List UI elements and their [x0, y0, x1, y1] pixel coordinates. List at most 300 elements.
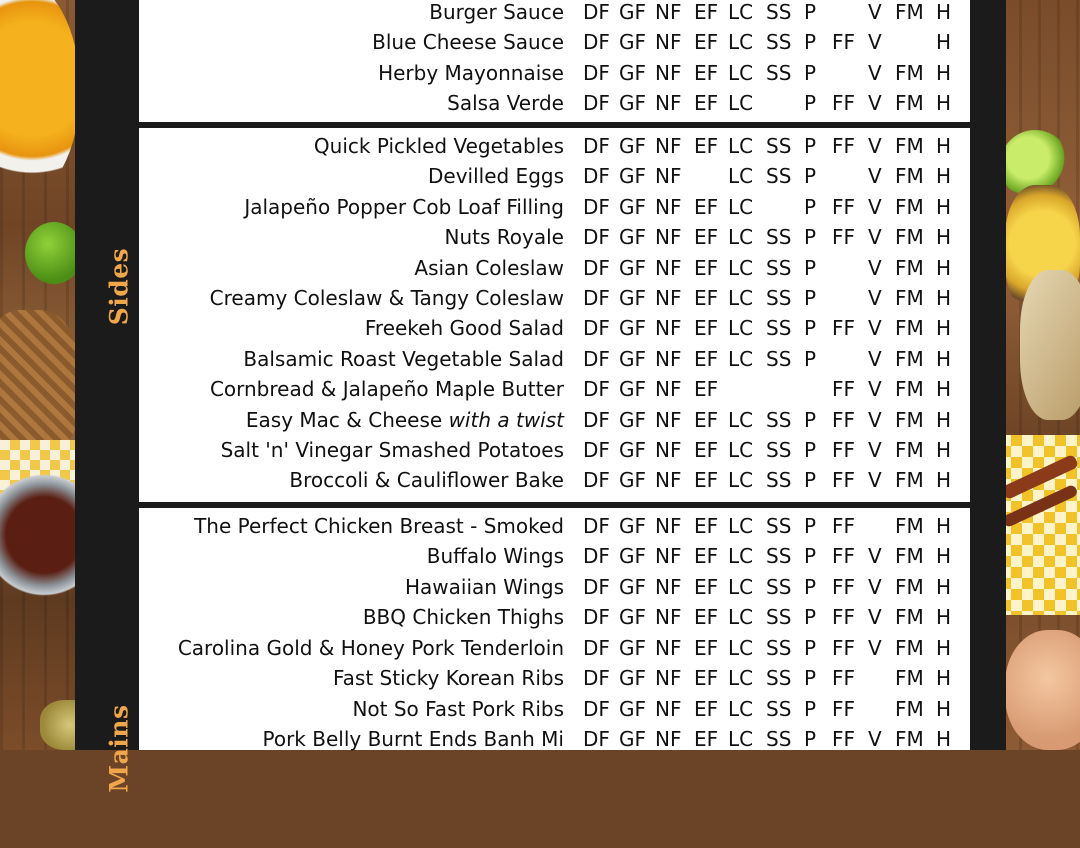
- dietary-code-fm: FM: [895, 286, 924, 310]
- menu-row: [139, 222, 970, 252]
- menu-row: [139, 465, 970, 495]
- dietary-code-lc: LC: [728, 30, 754, 55]
- dietary-code-p: P: [804, 30, 817, 55]
- menu-row: [139, 88, 970, 118]
- dietary-code-nf: NF: [655, 544, 682, 569]
- dietary-code-h: H: [936, 727, 952, 751]
- dish-name-text: Devilled Eggs: [427, 164, 564, 189]
- taco-image: [1020, 270, 1080, 420]
- dietary-code-gf: GF: [619, 0, 647, 24]
- dietary-code-gf: GF: [619, 438, 647, 462]
- dietary-code-gf: GF: [619, 30, 647, 55]
- dietary-code-v: V: [868, 0, 882, 24]
- dietary-code-fm: FM: [895, 194, 924, 219]
- dietary-code-lc: LC: [728, 0, 754, 24]
- mac-and-cheese-bowl-image: [0, 0, 80, 200]
- dietary-code-ef: EF: [694, 407, 719, 432]
- dietary-code-p: P: [804, 727, 817, 751]
- dish-name-suffix: with a twist: [448, 407, 564, 432]
- dietary-code-fm: FM: [895, 514, 924, 538]
- dish-name: [289, 465, 564, 495]
- dietary-code-nf: NF: [655, 605, 682, 630]
- dietary-code-fm: FM: [895, 727, 924, 751]
- dish-name-text: Jalapeño Popper Cob Loaf Filling: [244, 194, 564, 219]
- dietary-code-p: P: [804, 468, 817, 493]
- dietary-code-ss: SS: [766, 30, 792, 55]
- dietary-code-p: P: [804, 438, 817, 462]
- dietary-code-h: H: [936, 438, 952, 462]
- dietary-code-ef: EF: [694, 468, 719, 493]
- dietary-code-df: DF: [583, 316, 610, 341]
- dish-name: [447, 88, 564, 118]
- dietary-code-gf: GF: [619, 346, 647, 371]
- dietary-code-nf: NF: [655, 90, 682, 115]
- dietary-code-fm: FM: [895, 316, 924, 341]
- dietary-code-nf: NF: [655, 696, 682, 721]
- dietary-code-ef: EF: [694, 635, 719, 660]
- menu-row: [139, 27, 970, 57]
- dietary-code-h: H: [936, 666, 952, 691]
- dietary-code-ef: EF: [694, 134, 719, 158]
- menu-row: [139, 344, 970, 374]
- dietary-code-nf: NF: [655, 727, 682, 751]
- dietary-code-df: DF: [583, 574, 610, 599]
- dietary-code-ss: SS: [766, 666, 792, 691]
- menu-row: [139, 253, 970, 283]
- dietary-code-v: V: [868, 255, 882, 280]
- dietary-code-fm: FM: [895, 60, 924, 85]
- menu-row: [139, 0, 970, 27]
- dietary-code-gf: GF: [619, 635, 647, 660]
- dietary-code-v: V: [868, 635, 882, 660]
- herb-butter-image: [40, 700, 80, 750]
- dietary-code-ff: FF: [832, 407, 856, 432]
- dietary-code-gf: GF: [619, 60, 647, 85]
- dietary-code-gf: GF: [619, 696, 647, 721]
- dietary-code-gf: GF: [619, 225, 647, 250]
- dietary-code-ff: FF: [832, 30, 856, 55]
- dietary-code-h: H: [936, 468, 952, 493]
- dietary-code-lc: LC: [728, 225, 754, 250]
- dietary-code-ff: FF: [832, 727, 856, 751]
- menu-row: [139, 435, 970, 465]
- dish-name: [365, 313, 564, 343]
- dietary-code-ef: EF: [694, 514, 719, 538]
- dietary-code-lc: LC: [728, 635, 754, 660]
- dietary-code-ff: FF: [832, 666, 856, 691]
- dietary-code-v: V: [868, 225, 882, 250]
- dietary-code-df: DF: [583, 225, 610, 250]
- dietary-code-gf: GF: [619, 605, 647, 630]
- dietary-code-h: H: [936, 407, 952, 432]
- dietary-code-v: V: [868, 316, 882, 341]
- dish-name-text: Easy Mac & Cheese: [245, 407, 443, 432]
- menu-card: [75, 0, 1006, 793]
- menu-row: [139, 541, 970, 571]
- dietary-code-df: DF: [583, 514, 610, 538]
- dietary-code-p: P: [804, 255, 817, 280]
- dietary-code-h: H: [936, 544, 952, 569]
- dietary-code-ef: EF: [694, 286, 719, 310]
- dietary-code-ss: SS: [766, 286, 792, 310]
- dish-name: [194, 511, 564, 541]
- dietary-code-ef: EF: [694, 30, 719, 55]
- dietary-code-lc: LC: [728, 255, 754, 280]
- dietary-code-ss: SS: [766, 407, 792, 432]
- dish-name-text: Nuts Royale: [444, 225, 564, 250]
- dietary-code-nf: NF: [655, 134, 682, 158]
- dietary-code-h: H: [936, 514, 952, 538]
- dietary-code-nf: NF: [655, 0, 682, 24]
- dietary-code-h: H: [936, 225, 952, 250]
- dietary-code-ef: EF: [694, 225, 719, 250]
- dietary-code-gf: GF: [619, 514, 647, 538]
- dietary-code-df: DF: [583, 727, 610, 751]
- dish-name: [210, 283, 564, 313]
- dietary-code-gf: GF: [619, 407, 647, 432]
- dish-name-text: Salt 'n' Vinegar Smashed Potatoes: [220, 438, 564, 462]
- dietary-code-ff: FF: [832, 316, 856, 341]
- menu-row: [139, 131, 970, 161]
- dietary-code-p: P: [804, 544, 817, 569]
- dietary-code-h: H: [936, 0, 952, 24]
- dish-name-text: Not So Fast Pork Ribs: [352, 696, 564, 721]
- dietary-code-ef: EF: [694, 0, 719, 24]
- dish-name-text: Salsa Verde: [447, 90, 564, 115]
- dietary-code-nf: NF: [655, 438, 682, 462]
- menu-row: [139, 511, 970, 541]
- dish-name-text: Herby Mayonnaise: [378, 60, 564, 85]
- dietary-code-fm: FM: [895, 666, 924, 691]
- dietary-code-ff: FF: [832, 468, 856, 493]
- menu-row: [139, 313, 970, 343]
- dish-name-text: Pork Belly Burnt Ends Banh Mi: [262, 727, 564, 751]
- dietary-code-nf: NF: [655, 346, 682, 371]
- dietary-code-p: P: [804, 514, 817, 538]
- dietary-code-fm: FM: [895, 696, 924, 721]
- dish-name-text: Quick Pickled Vegetables: [313, 134, 564, 158]
- dietary-code-ff: FF: [832, 696, 856, 721]
- dietary-code-h: H: [936, 194, 952, 219]
- dietary-code-fm: FM: [895, 468, 924, 493]
- dietary-code-fm: FM: [895, 134, 924, 158]
- dietary-code-lc: LC: [728, 90, 754, 115]
- dietary-code-h: H: [936, 696, 952, 721]
- dietary-code-fm: FM: [895, 0, 924, 24]
- dietary-code-gf: GF: [619, 544, 647, 569]
- dietary-code-nf: NF: [655, 666, 682, 691]
- dietary-code-nf: NF: [655, 514, 682, 538]
- sauce-jar-image: [0, 470, 80, 600]
- dietary-code-v: V: [868, 574, 882, 599]
- dish-name-text: Blue Cheese Sauce: [372, 30, 564, 55]
- dietary-code-v: V: [868, 134, 882, 158]
- dietary-code-df: DF: [583, 666, 610, 691]
- dietary-code-ss: SS: [766, 164, 792, 189]
- dietary-code-p: P: [804, 90, 817, 115]
- dietary-code-h: H: [936, 30, 952, 55]
- dietary-code-v: V: [868, 30, 882, 55]
- dietary-code-p: P: [804, 164, 817, 189]
- hand-image: [1005, 630, 1080, 750]
- dietary-code-fm: FM: [895, 255, 924, 280]
- dish-name: [333, 663, 564, 693]
- dietary-code-ss: SS: [766, 255, 792, 280]
- dietary-code-df: DF: [583, 696, 610, 721]
- dietary-code-p: P: [804, 635, 817, 660]
- dietary-code-fm: FM: [895, 605, 924, 630]
- dietary-code-lc: LC: [728, 468, 754, 493]
- dietary-code-gf: GF: [619, 574, 647, 599]
- dietary-code-ff: FF: [832, 635, 856, 660]
- dish-name-text: The Perfect Chicken Breast - Smoked: [194, 514, 564, 538]
- dietary-code-df: DF: [583, 0, 610, 24]
- dietary-code-p: P: [804, 0, 817, 24]
- dietary-code-ef: EF: [694, 346, 719, 371]
- dietary-code-lc: LC: [728, 60, 754, 85]
- dietary-code-ff: FF: [832, 574, 856, 599]
- dietary-code-ss: SS: [766, 60, 792, 85]
- menu-row: [139, 694, 970, 724]
- dietary-code-gf: GF: [619, 134, 647, 158]
- dietary-code-h: H: [936, 134, 952, 158]
- dietary-code-ss: SS: [766, 605, 792, 630]
- menu-row: [139, 663, 970, 693]
- dietary-code-fm: FM: [895, 225, 924, 250]
- dietary-code-v: V: [868, 727, 882, 751]
- dietary-code-h: H: [936, 90, 952, 115]
- dietary-code-lc: LC: [728, 574, 754, 599]
- dietary-code-lc: LC: [728, 316, 754, 341]
- dietary-code-fm: FM: [895, 346, 924, 371]
- dietary-code-h: H: [936, 346, 952, 371]
- sauces-section: [139, 0, 970, 122]
- dietary-code-v: V: [868, 468, 882, 493]
- menu-row: [139, 405, 970, 435]
- dietary-code-ef: EF: [694, 255, 719, 280]
- dish-name-text: Cornbread & Jalapeño Maple Butter: [209, 377, 564, 402]
- dietary-code-gf: GF: [619, 316, 647, 341]
- dietary-code-gf: GF: [619, 468, 647, 493]
- dietary-code-gf: GF: [619, 286, 647, 310]
- dietary-code-fm: FM: [895, 635, 924, 660]
- dish-name-text: Freekeh Good Salad: [364, 316, 564, 341]
- dietary-code-ss: SS: [766, 574, 792, 599]
- dietary-code-ef: EF: [694, 60, 719, 85]
- dish-name-text: Asian Coleslaw: [414, 255, 564, 280]
- dietary-code-p: P: [804, 407, 817, 432]
- dietary-code-fm: FM: [895, 377, 924, 402]
- dietary-code-v: V: [868, 605, 882, 630]
- dietary-code-v: V: [868, 438, 882, 462]
- dietary-code-nf: NF: [655, 286, 682, 310]
- dietary-code-ss: SS: [766, 438, 792, 462]
- dish-name-text: Hawaiian Wings: [405, 574, 564, 599]
- dietary-code-ef: EF: [694, 544, 719, 569]
- dietary-code-ss: SS: [766, 696, 792, 721]
- dietary-code-lc: LC: [728, 134, 754, 158]
- dish-name-text: BBQ Chicken Thighs: [362, 605, 564, 630]
- dish-name-text: Buffalo Wings: [426, 544, 564, 569]
- dietary-code-p: P: [804, 605, 817, 630]
- dietary-code-ef: EF: [694, 377, 719, 402]
- sides-section: [139, 128, 970, 502]
- menu-row: [139, 192, 970, 222]
- dish-name-text: Carolina Gold & Honey Pork Tenderloin: [177, 635, 564, 660]
- dietary-code-ef: EF: [694, 438, 719, 462]
- dietary-code-h: H: [936, 574, 952, 599]
- dietary-code-df: DF: [583, 377, 610, 402]
- dish-name: [405, 572, 564, 602]
- dietary-code-ff: FF: [832, 514, 856, 538]
- dietary-code-fm: FM: [895, 164, 924, 189]
- dietary-code-v: V: [868, 194, 882, 219]
- dietary-code-gf: GF: [619, 90, 647, 115]
- dish-name: [246, 405, 564, 435]
- dietary-code-ef: EF: [694, 194, 719, 219]
- dietary-code-ef: EF: [694, 666, 719, 691]
- dietary-code-fm: FM: [895, 574, 924, 599]
- dish-name: [445, 222, 564, 252]
- dietary-code-fm: FM: [895, 438, 924, 462]
- dietary-code-v: V: [868, 544, 882, 569]
- dietary-code-ef: EF: [694, 696, 719, 721]
- dish-name-text: Balsamic Roast Vegetable Salad: [243, 346, 564, 371]
- menu-row: [139, 374, 970, 404]
- dietary-code-df: DF: [583, 134, 610, 158]
- dietary-code-df: DF: [583, 407, 610, 432]
- dietary-code-p: P: [804, 194, 817, 219]
- dish-name: [314, 131, 564, 161]
- dish-name: [378, 58, 564, 88]
- dietary-code-nf: NF: [655, 60, 682, 85]
- dietary-code-lc: LC: [728, 194, 754, 219]
- dietary-code-df: DF: [583, 164, 610, 189]
- dietary-code-gf: GF: [619, 727, 647, 751]
- dietary-code-ff: FF: [832, 134, 856, 158]
- dish-name: [414, 253, 564, 283]
- dietary-code-nf: NF: [655, 225, 682, 250]
- dietary-code-nf: NF: [655, 255, 682, 280]
- dietary-code-h: H: [936, 605, 952, 630]
- dish-name: [221, 435, 564, 465]
- dietary-code-p: P: [804, 574, 817, 599]
- dietary-code-df: DF: [583, 194, 610, 219]
- dietary-code-ff: FF: [832, 544, 856, 569]
- mains-section: [139, 508, 970, 750]
- menu-row: [139, 572, 970, 602]
- dietary-code-p: P: [804, 286, 817, 310]
- dietary-code-ss: SS: [766, 514, 792, 538]
- dietary-code-p: P: [804, 696, 817, 721]
- dietary-code-ss: SS: [766, 635, 792, 660]
- dietary-code-lc: LC: [728, 164, 754, 189]
- dietary-code-ss: SS: [766, 316, 792, 341]
- dietary-code-ss: SS: [766, 727, 792, 751]
- dietary-code-h: H: [936, 255, 952, 280]
- dietary-code-v: V: [868, 407, 882, 432]
- dietary-code-gf: GF: [619, 255, 647, 280]
- dietary-code-fm: FM: [895, 407, 924, 432]
- dietary-code-lc: LC: [728, 696, 754, 721]
- menu-row: [139, 602, 970, 632]
- dietary-code-h: H: [936, 164, 952, 189]
- dietary-code-df: DF: [583, 605, 610, 630]
- dietary-code-v: V: [868, 60, 882, 85]
- dietary-code-ff: FF: [832, 90, 856, 115]
- dietary-code-ef: EF: [694, 316, 719, 341]
- dietary-code-df: DF: [583, 30, 610, 55]
- dietary-code-p: P: [804, 346, 817, 371]
- dietary-code-p: P: [804, 134, 817, 158]
- dietary-code-h: H: [936, 377, 952, 402]
- dietary-code-lc: LC: [728, 605, 754, 630]
- background-left-wood: [0, 0, 80, 750]
- dish-name-text: Fast Sticky Korean Ribs: [333, 666, 564, 691]
- dietary-code-fm: FM: [895, 544, 924, 569]
- dietary-code-lc: LC: [728, 407, 754, 432]
- dietary-code-nf: NF: [655, 164, 682, 189]
- dish-name: [372, 27, 564, 57]
- dish-name-text: Burger Sauce: [429, 0, 564, 24]
- menu-row: [139, 161, 970, 191]
- dish-name: [244, 192, 564, 222]
- dish-name: [429, 0, 564, 27]
- menu-row: [139, 633, 970, 663]
- background-right-wood: [1000, 0, 1080, 750]
- dietary-code-ss: SS: [766, 134, 792, 158]
- dish-name: [363, 602, 564, 632]
- dietary-code-fm: FM: [895, 90, 924, 115]
- dietary-code-lc: LC: [728, 666, 754, 691]
- dish-name: [427, 541, 564, 571]
- dietary-code-ss: SS: [766, 0, 792, 24]
- bread-basket-image: [0, 310, 80, 460]
- dietary-code-ef: EF: [694, 727, 719, 751]
- dietary-code-df: DF: [583, 60, 610, 85]
- dish-name: [243, 344, 564, 374]
- dietary-code-ss: SS: [766, 468, 792, 493]
- dietary-code-p: P: [804, 666, 817, 691]
- dietary-code-gf: GF: [619, 164, 647, 189]
- dietary-code-ss: SS: [766, 346, 792, 371]
- dietary-code-ef: EF: [694, 90, 719, 115]
- dietary-code-nf: NF: [655, 30, 682, 55]
- dish-name-text: Broccoli & Cauliflower Bake: [289, 468, 564, 493]
- dietary-code-lc: LC: [728, 438, 754, 462]
- menu-row: [139, 283, 970, 313]
- dish-name: [178, 633, 564, 663]
- dietary-code-nf: NF: [655, 377, 682, 402]
- dish-name: [210, 374, 564, 404]
- dietary-code-gf: GF: [619, 377, 647, 402]
- dietary-code-nf: NF: [655, 468, 682, 493]
- dietary-code-df: DF: [583, 90, 610, 115]
- dietary-code-df: DF: [583, 468, 610, 493]
- dietary-code-ef: EF: [694, 605, 719, 630]
- dietary-code-lc: LC: [728, 286, 754, 310]
- dish-name: [352, 694, 564, 724]
- dietary-code-p: P: [804, 316, 817, 341]
- dietary-code-h: H: [936, 316, 952, 341]
- menu-row: [139, 58, 970, 88]
- dietary-code-h: H: [936, 60, 952, 85]
- dietary-code-v: V: [868, 377, 882, 402]
- dietary-code-nf: NF: [655, 574, 682, 599]
- dietary-code-p: P: [804, 60, 817, 85]
- dietary-code-ss: SS: [766, 544, 792, 569]
- dietary-code-ff: FF: [832, 225, 856, 250]
